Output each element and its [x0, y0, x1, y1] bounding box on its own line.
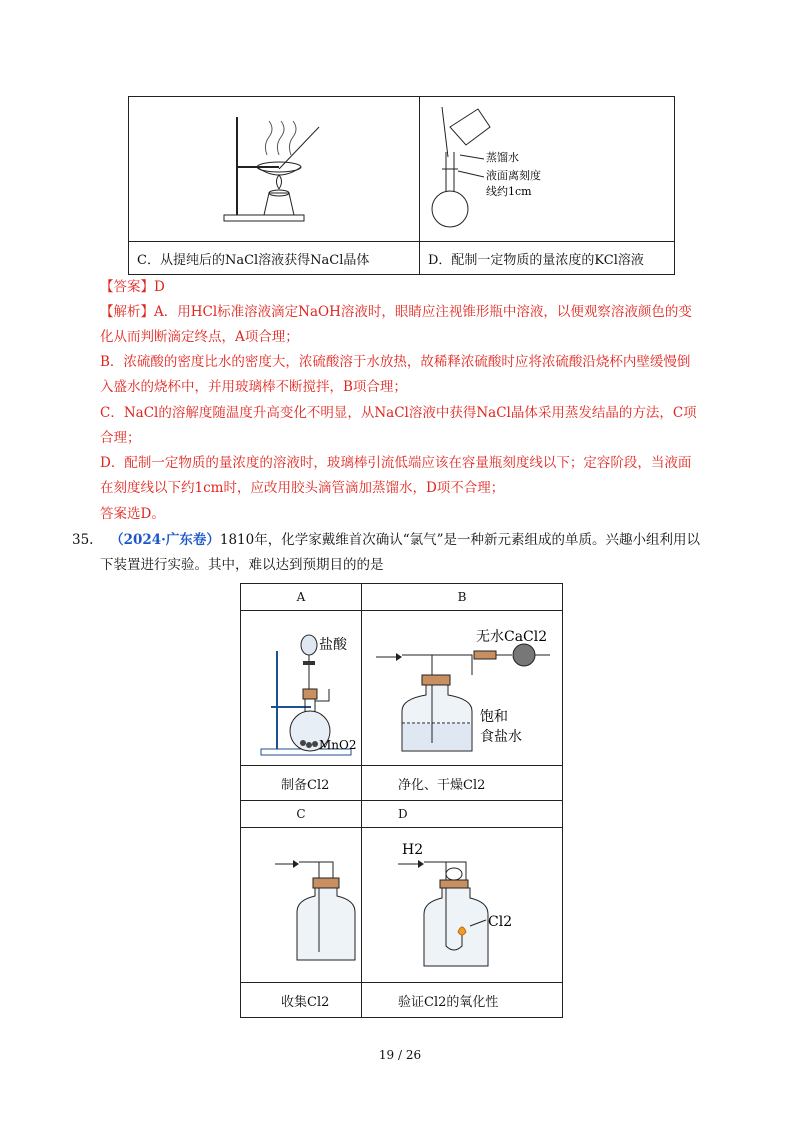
purification-diagram: [362, 611, 562, 761]
explanation-line-6: 合理；: [100, 430, 141, 446]
caption-b: 净化、干燥Cl2: [362, 766, 563, 801]
question-line-2: 下装置进行实验。其中，难以达到预期目的的是: [100, 557, 384, 573]
question-text-1: 1810年，化学家戴维首次确认“氯气”是一种新元素组成的单质。兴趣小组利用以: [219, 532, 701, 548]
label-level-distance: 液面离刻度: [486, 169, 541, 182]
label-cl2: Cl2: [488, 914, 513, 930]
diagram-b-cell: [362, 611, 563, 766]
explanation-line-7: D．配制一定物质的量浓度的溶液时，玻璃棒引流低端应该在容量瓶刻度线以下；定容阶段，当液面: [100, 455, 692, 471]
collection-diagram: [241, 828, 361, 978]
caption-c: 收集Cl2: [241, 983, 362, 1018]
explanation-line-8: 在刻度线以下约1cm时，应改用胶头滴管滴加蒸馏水，D项不合理；: [100, 480, 505, 496]
label-hcl: 盐酸: [319, 637, 347, 653]
label-h2: H2: [402, 842, 424, 858]
label-about-1cm: 线约1cm: [486, 185, 532, 198]
caption-d: 验证Cl2的氧化性: [362, 983, 563, 1018]
label-brine-1: 饱和: [480, 709, 508, 725]
explanation-line-4: 入盛水的烧杯中，并用玻璃棒不断搅拌，B项合理；: [100, 379, 407, 395]
diagram-a-cell: [241, 611, 362, 766]
page-number: 19 / 26: [378, 1048, 422, 1062]
evaporation-diagram-cell: [129, 97, 420, 242]
chlorine-generator-diagram: [241, 611, 361, 761]
diagram-c-cell: [241, 828, 362, 983]
oxidation-test-diagram: [362, 828, 562, 978]
header-d: D: [362, 801, 563, 828]
label-cacl2: 无水CaCl2: [476, 629, 548, 645]
header-c: C: [241, 801, 362, 828]
question-number: 35.: [72, 532, 94, 548]
volumetric-flask-diagram-cell: [420, 97, 675, 242]
label-brine-2: 食盐水: [480, 729, 522, 745]
diagram-d-cell: [362, 828, 563, 983]
explanation-line-2: 化从而判断滴定终点，A项合理；: [100, 329, 299, 345]
label-distilled-water: 蒸馏水: [486, 151, 519, 164]
question-line-1: [72, 531, 700, 549]
options-table: [128, 96, 675, 275]
caption-a: 制备Cl2: [241, 766, 362, 801]
header-a: A: [241, 584, 362, 611]
answer-label: 【答案】D: [100, 279, 165, 295]
apparatus-grid: [240, 583, 563, 1018]
explanation-line-3: B．浓硫酸的密度比水的密度大，浓硫酸溶于水放热，故稀释浓硫酸时应将浓硫酸沿烧杯内壁缓慢倒: [100, 354, 691, 370]
explanation-line-9: 答案选D。: [100, 506, 165, 522]
option-d-caption: D．配制一定物质的量浓度的KCl溶液: [420, 242, 675, 275]
evaporation-apparatus-diagram: [129, 97, 419, 237]
volumetric-flask-diagram: [420, 97, 674, 237]
header-b: B: [362, 584, 563, 611]
label-mno2: MnO2: [319, 738, 357, 752]
option-c-caption: C．从提纯后的NaCl溶液获得NaCl晶体: [129, 242, 420, 275]
explanation-line-5: C．NaCl的溶解度随温度升高变化不明显，从NaCl溶液中获得NaCl晶体采用蒸发结晶的方法，C项: [100, 405, 697, 421]
question-source: （2024·广东卷）: [110, 532, 220, 548]
explanation-line-1: 【解析】A．用HCl标准溶液滴定NaOH溶液时，眼睛应注视锥形瓶中溶液，以便观察溶液颜色的变: [100, 304, 692, 320]
